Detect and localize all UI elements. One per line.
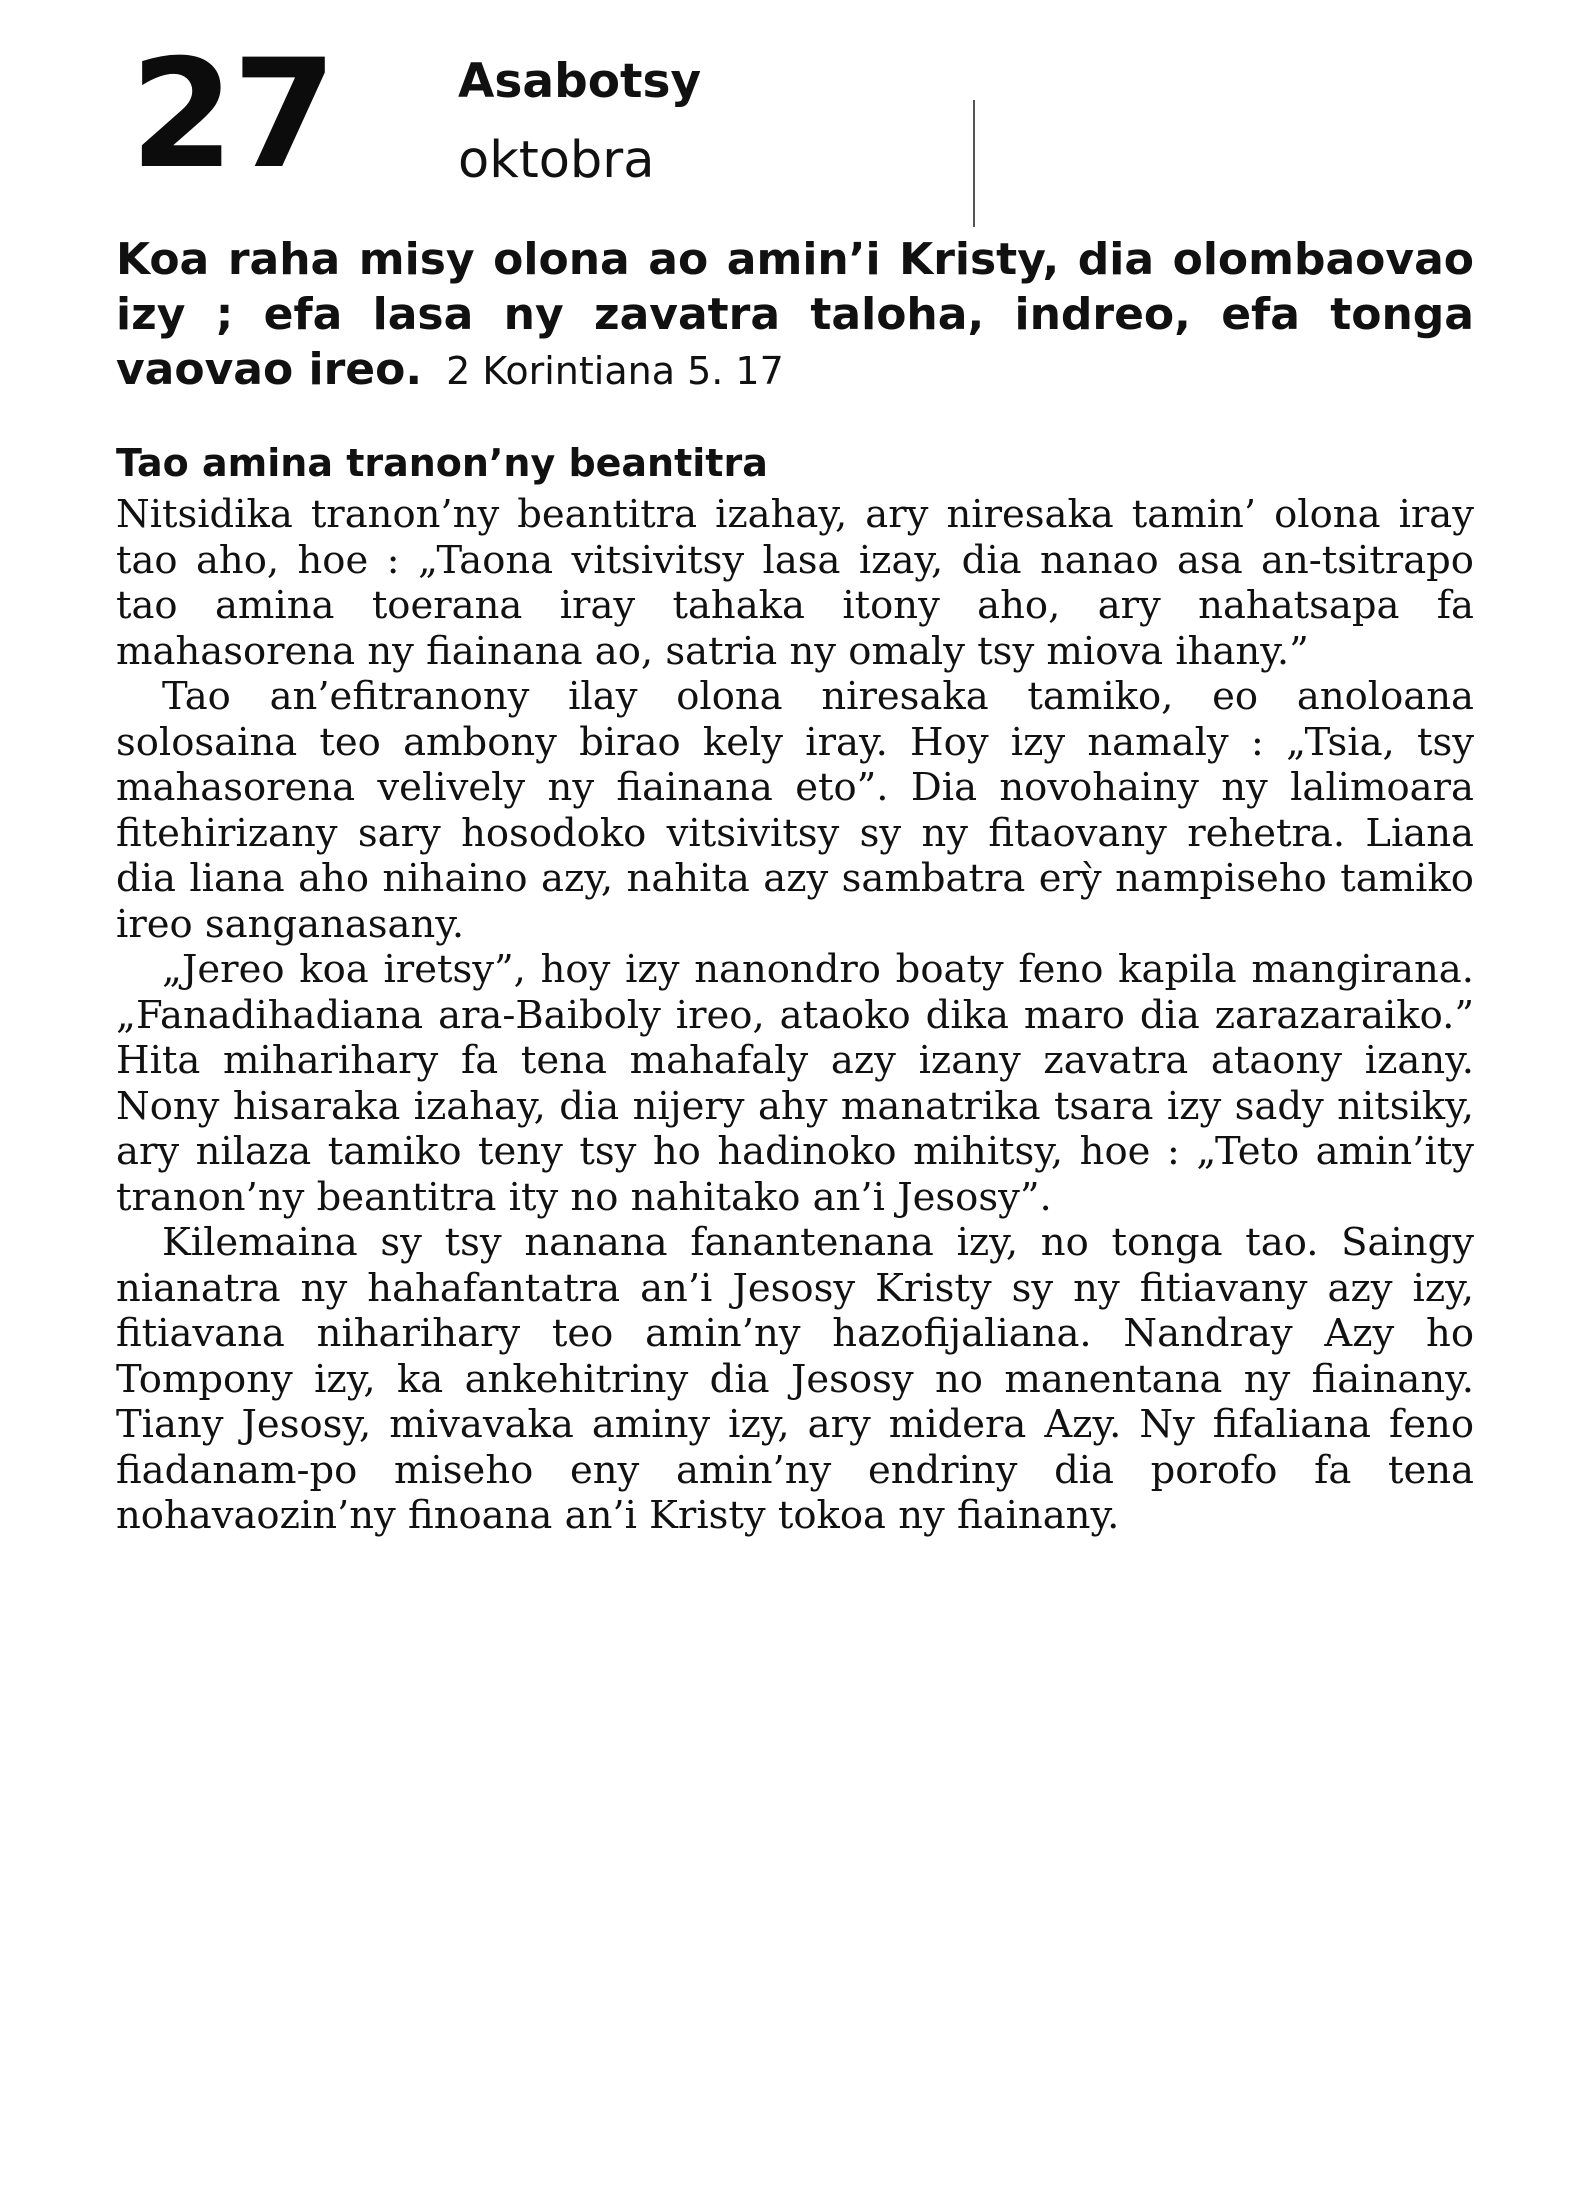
paragraph: Kilemaina sy tsy nanana fanantenana izy, no tonga tao. Saingy nianatra ny hahafantatra an’i Jesosy Kristy sy ny fitiavany azy izy, fitiavana niharihary teo amin’ny hazofijaliana. Nandray Azy ho Tompony izy, ka ankehitriny dia Jesosy no manentana ny fiainany. Tiany Jesosy, mivavaka aminy izy, ary midera Azy. Ny fifaliana feno fiadanam-po miseho eny amin’ny endriny dia porofo fa tena nohavaozin’ny finoana an’i Kristy tokoa ny fiainany. (116, 1220, 1474, 1538)
day-number: 27 (130, 28, 335, 202)
bible-verse (116, 232, 1474, 399)
header-divider (973, 100, 975, 227)
article-body (116, 492, 1474, 1539)
article-title: Tao amina tranon’ny beantitra (116, 441, 768, 485)
paragraph: Tao an’efitranony ilay olona niresaka tamiko, eo anoloana solosaina teo ambony birao kely iray. Hoy izy namaly : „Tsia, tsy mahasorena velively ny fiainana eto”. Dia novohainy ny lalimoara fitehirizany sary hosodoko vitsivitsy sy ny fitaovany rehetra. Liana dia liana aho nihaino azy, nahita azy sambatra erỳ nampiseho tamiko ireo sanganasany. (116, 674, 1474, 947)
date-header (130, 28, 890, 202)
month-label: oktobra (458, 131, 655, 190)
paragraph: Nitsidika tranon’ny beantitra izahay, ary niresaka tamin’ olona iray tao aho, hoe : „Taona vitsivitsy lasa izay, dia nanao asa an-tsitrapo tao amina toerana iray tahaka itony aho, ary nahatsapa fa mahasorena ny fiainana ao, satria ny omaly tsy miova ihany.” (116, 492, 1474, 674)
verse-text: Koa raha misy olona ao amin’i Kristy, dia olombaovao izy ; efa lasa ny zavatra taloha, indreo, efa tonga vaovao ireo. (116, 234, 1474, 395)
weekday-label: Asabotsy (458, 54, 702, 109)
paragraph: „Jereo koa iretsy”, hoy izy nanondro boaty feno kapila mangirana. „Fanadihadiana ara-Baiboly ireo, ataoko dika maro dia zarazaraiko.” Hita miharihary fa tena mahafaly azy izany zavatra ataony izany. Nony hisaraka izahay, dia nijery ahy manatrika tsara izy sady nitsiky, ary nilaza tamiko teny tsy ho hadinoko mihitsy, hoe : „Teto amin’ity tranon’ny beantitra ity no nahitako an’i Jesosy”. (116, 947, 1474, 1220)
verse-reference: 2 Korintiana 5. 17 (446, 349, 784, 393)
